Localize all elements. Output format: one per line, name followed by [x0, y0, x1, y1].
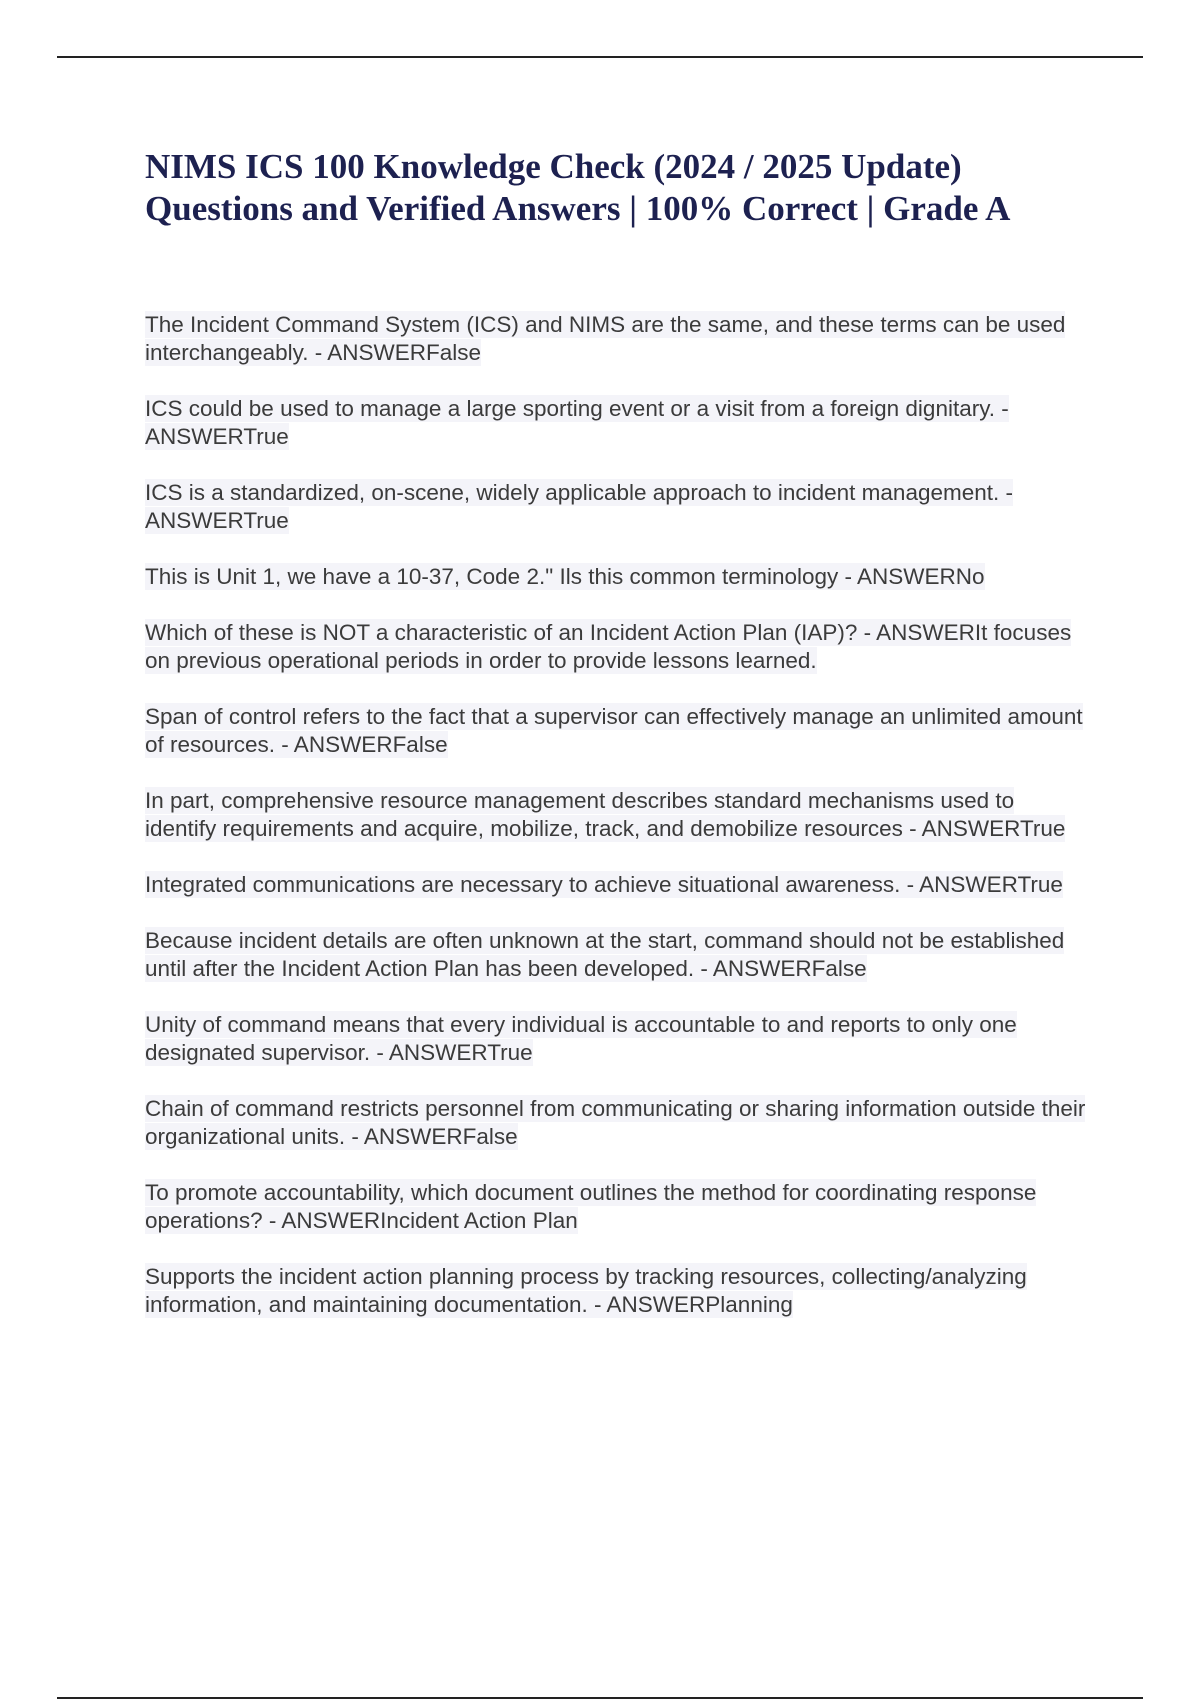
qa-text: Chain of command restricts personnel from communicating or sharing information outside their organizational units. - ANSWERFalse: [145, 1096, 1086, 1149]
qa-text: Unity of command means that every individual is accountable to and reports to only one designated supervisor. - ANSWERTrue: [145, 1012, 1017, 1065]
qa-item-10: [145, 1011, 1090, 1067]
qa-item-13: [145, 1263, 1090, 1319]
qa-item-2: [145, 395, 1090, 451]
qa-text: Integrated communications are necessary to achieve situational awareness. - ANSWERTrue: [145, 872, 1063, 897]
qa-text: Which of these is NOT a characteristic of an Incident Action Plan (IAP)? - ANSWERIt focuses on previous operational periods in order to provide lessons learned.: [145, 620, 1072, 673]
qa-list: [145, 311, 1090, 1347]
qa-item-6: [145, 703, 1090, 759]
qa-text: To promote accountability, which document outlines the method for coordinating response operations? - ANSWERIncident Action Plan: [145, 1180, 1037, 1233]
top-rule: [57, 56, 1143, 58]
qa-item-3: [145, 479, 1090, 535]
bottom-rule: [57, 1697, 1143, 1699]
qa-item-9: [145, 927, 1090, 983]
qa-item-12: [145, 1179, 1090, 1235]
qa-text: The Incident Command System (ICS) and NIMS are the same, and these terms can be used interchangeably. - ANSWERFalse: [145, 312, 1066, 365]
qa-item-1: [145, 311, 1090, 367]
qa-text: Supports the incident action planning process by tracking resources, collecting/analyzing information, and maintaining documentation. - ANSWERPlanning: [145, 1264, 1027, 1317]
qa-item-11: [145, 1095, 1090, 1151]
qa-text: ICS is a standardized, on-scene, widely applicable approach to incident management. - ANSWERTrue: [145, 480, 1013, 533]
qa-item-5: [145, 619, 1090, 675]
qa-text: This is Unit 1, we have a 10-37, Code 2." Ils this common terminology - ANSWERNo: [145, 564, 985, 589]
qa-item-4: [145, 563, 1090, 591]
qa-text: Because incident details are often unknown at the start, command should not be established until after the Incident Action Plan has been developed. - ANSWERFalse: [145, 928, 1065, 981]
qa-text: Span of control refers to the fact that a supervisor can effectively manage an unlimited amount of resources. - ANSWERFalse: [145, 704, 1083, 757]
qa-text: In part, comprehensive resource management describes standard mechanisms used to identify requirements and acquire, mobilize, track, and demobilize resources - ANSWERTrue: [145, 788, 1066, 841]
qa-text: ICS could be used to manage a large sporting event or a visit from a foreign dignitary. - ANSWERTrue: [145, 396, 1009, 449]
qa-item-8: [145, 871, 1090, 899]
qa-item-7: [145, 787, 1090, 843]
document-title: NIMS ICS 100 Knowledge Check (2024 / 2025 Update) Questions and Verified Answers | 100% Correct | Grade A: [145, 147, 1011, 228]
